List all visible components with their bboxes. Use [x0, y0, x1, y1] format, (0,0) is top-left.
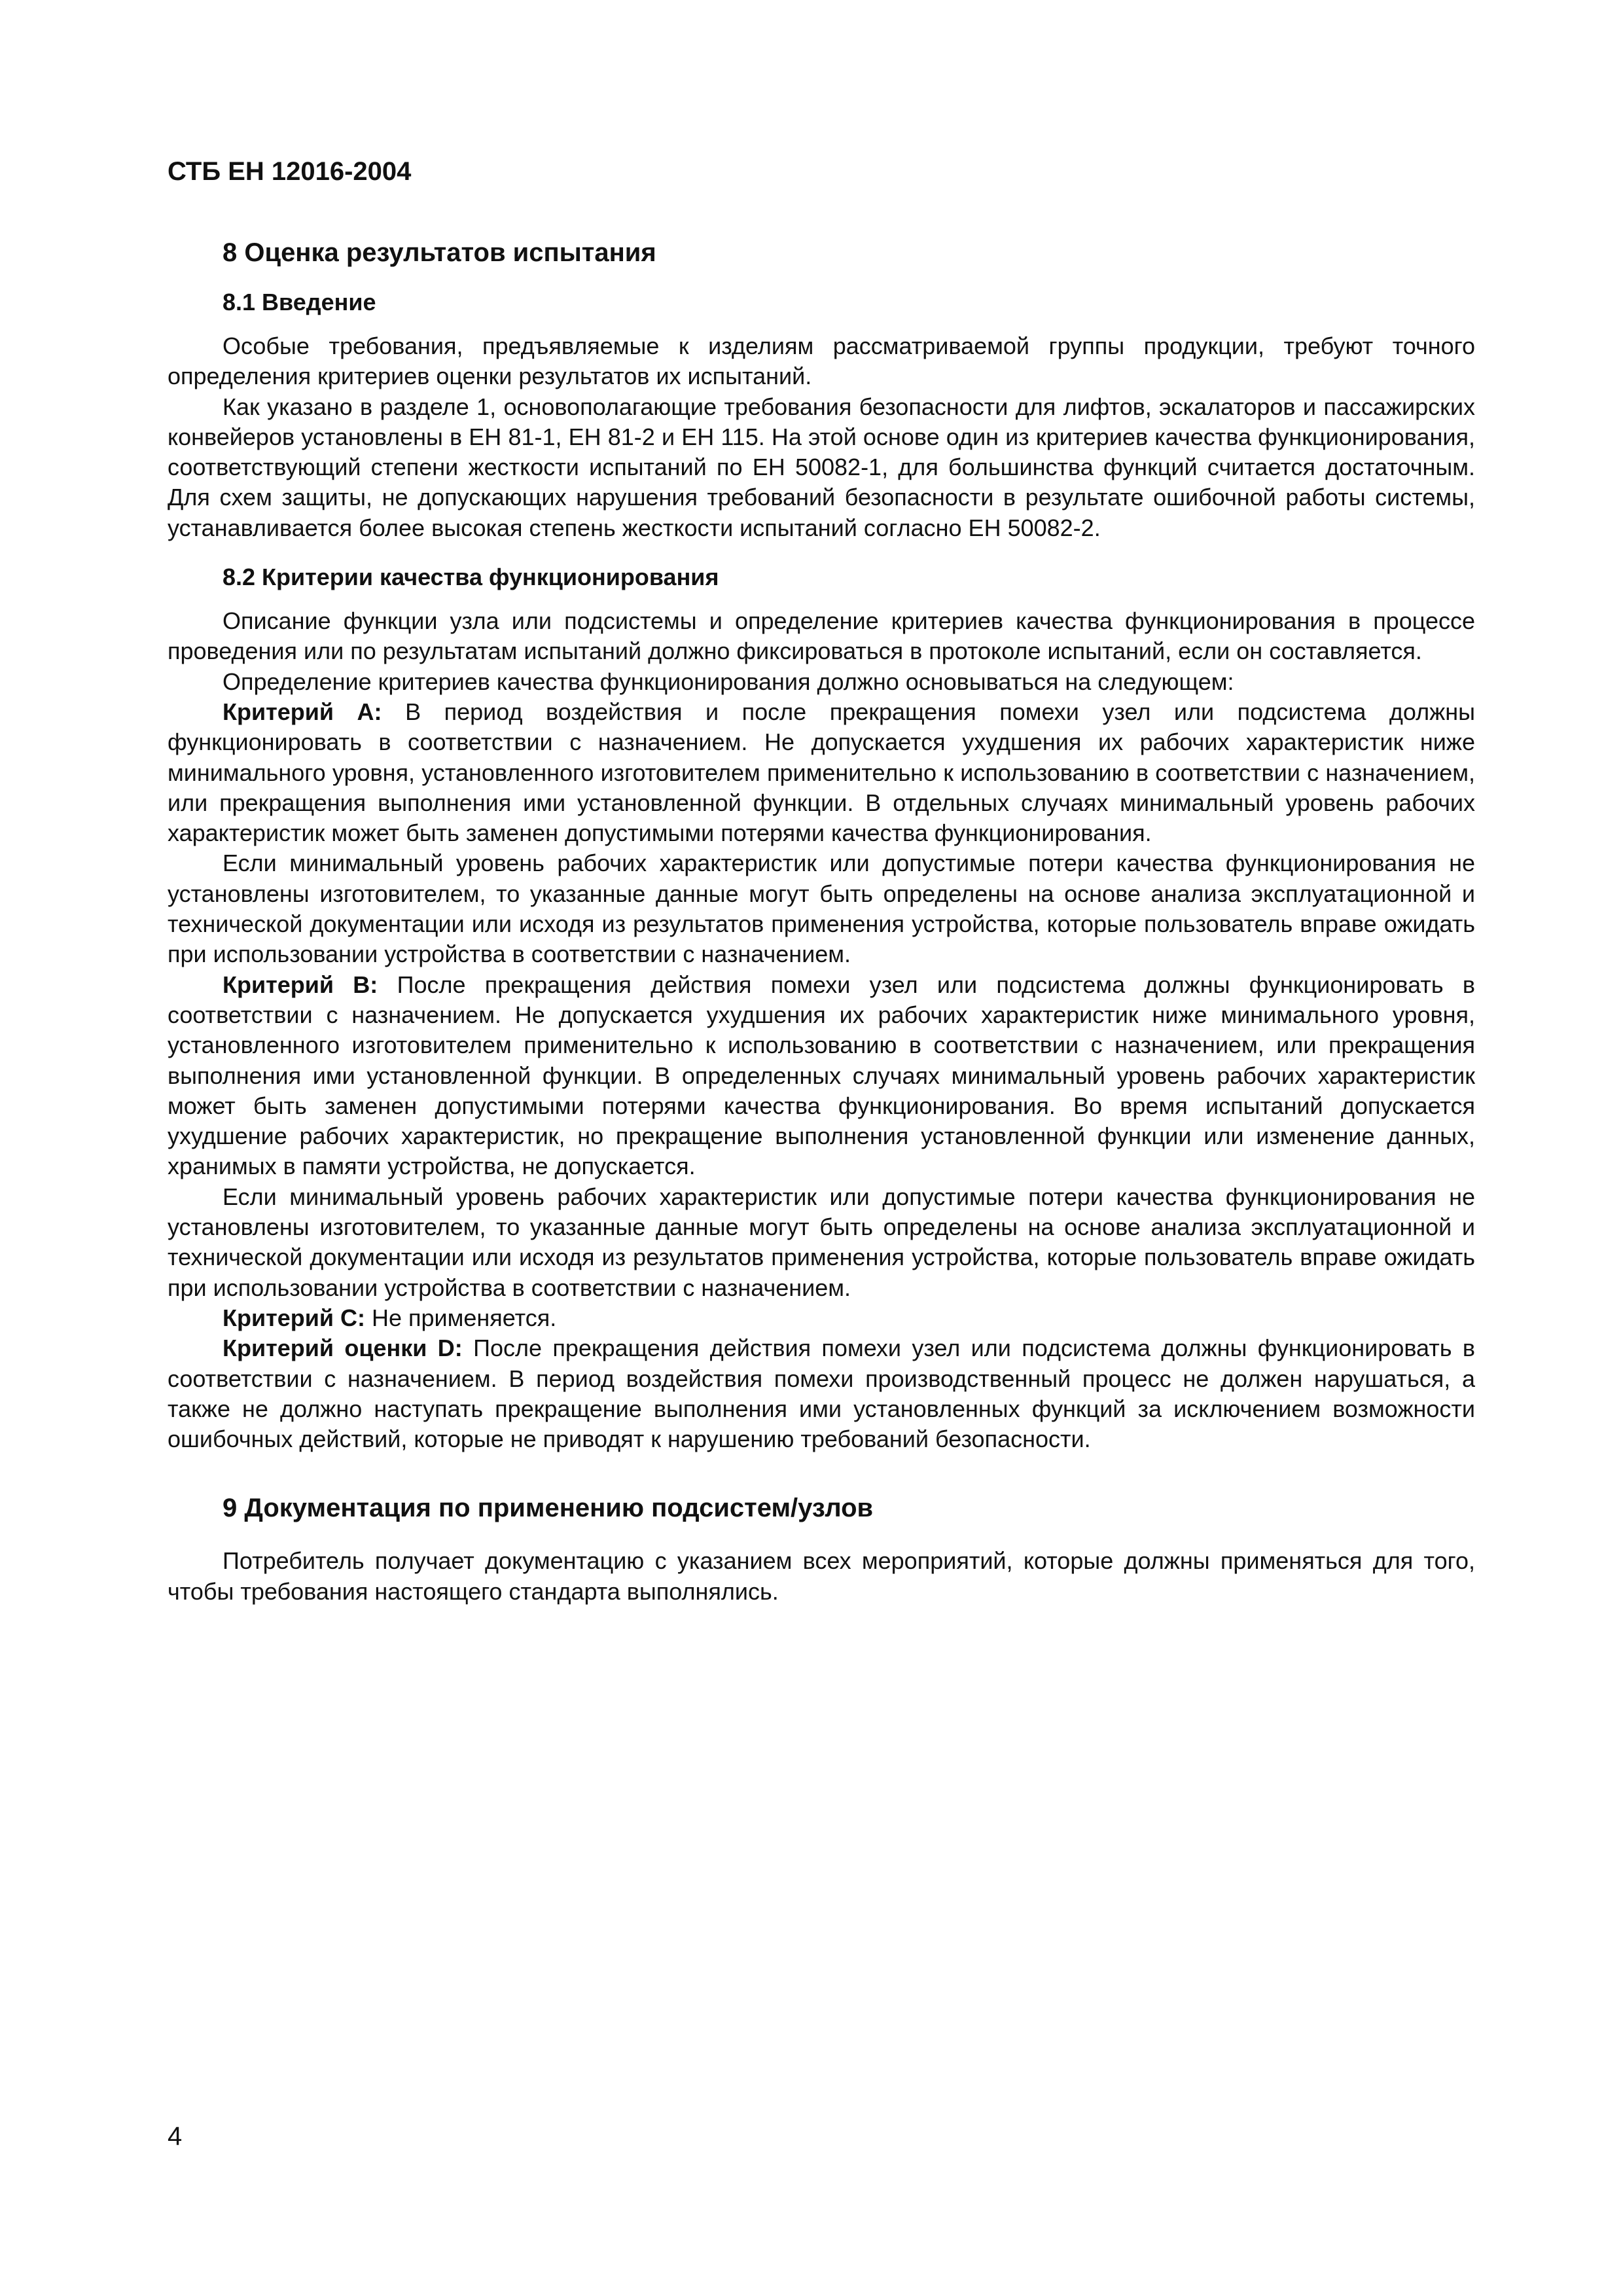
criterion-d-text: После прекращения действия помехи узел или подсистема должны функционировать в соответствии с назначением. В период воздействия помехи производственный процесс не должен нарушаться, а также не должно наступать прекращение выполнения ими установленных функций за исключением возможности ошибочных действий, которые не приводят к нарушению требований безопасности.: [168, 1335, 1476, 1453]
criterion-a-text: В период воздействия и после прекращения помехи узел или подсистема должны функционировать в соответствии с назначением. Не допускается ухудшения их рабочих характеристик ниже минимального уровня, установленного изготовителем применительно к использованию в соответствии с назначением, или прекращения выполнения ими установленной функции. В отдельных случаях минимальный уровень рабочих характеристик может быть заменен допустимыми потерями качества функционирования.: [168, 698, 1475, 847]
page-number: 4: [168, 2122, 183, 2151]
criterion-a-label: Критерий А:: [223, 698, 382, 725]
criterion-c-label: Критерий С:: [223, 1304, 365, 1331]
subsection-8-2-heading: 8.2 Критерии качества функционирования: [223, 564, 719, 591]
subsection-8-1-heading: 8.1 Введение: [223, 289, 376, 315]
criterion-b-paragraph: [168, 970, 1475, 1182]
paragraph-8-2-intro: Описание функции узла или подсистемы и определение критериев качества функционирования в процессе проведения или по результатам испытаний должно фиксироваться в протоколе испытаний, если он составляется.: [168, 607, 1475, 665]
criterion-a-note: Если минимальный уровень рабочих характеристик или допустимые потери качества функционирования не установлены изготовителем, то указанные данные могут быть определены на основе анализа эксплуатационной и технической документации или исходя из результатов применения устройства, которые пользователь вправе ожидать при использовании устройства в соответствии с назначением.: [168, 850, 1475, 968]
criterion-b-note: Если минимальный уровень рабочих характеристик или допустимые потери качества функционирования не установлены изготовителем, то указанные данные могут быть определены на основе анализа эксплуатационной и технической документации или исходя из результатов применения устройства, которые пользователь вправе ожидать при использовании устройства в соответствии с назначением.: [168, 1183, 1475, 1301]
paragraph-8-1-2: Как указано в разделе 1, основополагающие требования безопасности для лифтов, эскалаторов и пассажирских конвейеров установлены в ЕН 81-1, ЕН 81-2 и ЕН 115. На этой основе один из критериев качества функционирования, соответствующий степени жесткости испытаний по ЕН 50082-1, для большинства функций считается достаточным. Для схем защиты, не допускающих нарушения требований безопасности в результате ошибочной работы системы, устанавливается более высокая степень жесткости испытаний согласно ЕН 50082-2.: [168, 393, 1475, 541]
paragraph-9-1: Потребитель получает документацию с указанием всех мероприятий, которые должны применяться для того, чтобы требования настоящего стандарта выполнялись.: [168, 1547, 1475, 1605]
criterion-d-label: Критерий оценки D:: [223, 1335, 463, 1362]
paragraph-8-2-basis: Определение критериев качества функционирования должно основываться на следующем:: [223, 668, 1234, 695]
criterion-b-text: После прекращения действия помехи узел или подсистема должны функционировать в соответствии с назначением. Не допускается ухудшения их рабочих характеристик ниже минимального уровня, установленного изготовителем применительно к использованию в соответствии с назначением, или прекращения выполнения ими установленной функции. В определенных случаях минимальный уровень рабочих характеристик может быть заменен допустимыми потерями качества функционирования. Во время испытаний допускается ухудшение рабочих характеристик, но прекращение выполнения установленной функции или изменение данных, хранимых в памяти устройства, не допускается.: [168, 971, 1475, 1180]
criterion-d-paragraph: [168, 1333, 1475, 1454]
paragraph-8-1-1: Особые требования, предъявляемые к изделиям рассматриваемой группы продукции, требуют точного определения критериев оценки результатов их испытаний.: [168, 332, 1475, 390]
criterion-b-label: Критерий В:: [223, 971, 378, 998]
document-code: СТБ ЕН 12016-2004: [168, 157, 412, 186]
criterion-a-paragraph: [168, 697, 1475, 848]
criterion-c-text: Не применяется.: [365, 1304, 557, 1331]
criterion-c-paragraph: [168, 1303, 1475, 1333]
section-8-heading: 8 Оценка результатов испытания: [223, 238, 656, 267]
section-9-heading: 9 Документация по применению подсистем/узлов: [223, 1494, 874, 1523]
